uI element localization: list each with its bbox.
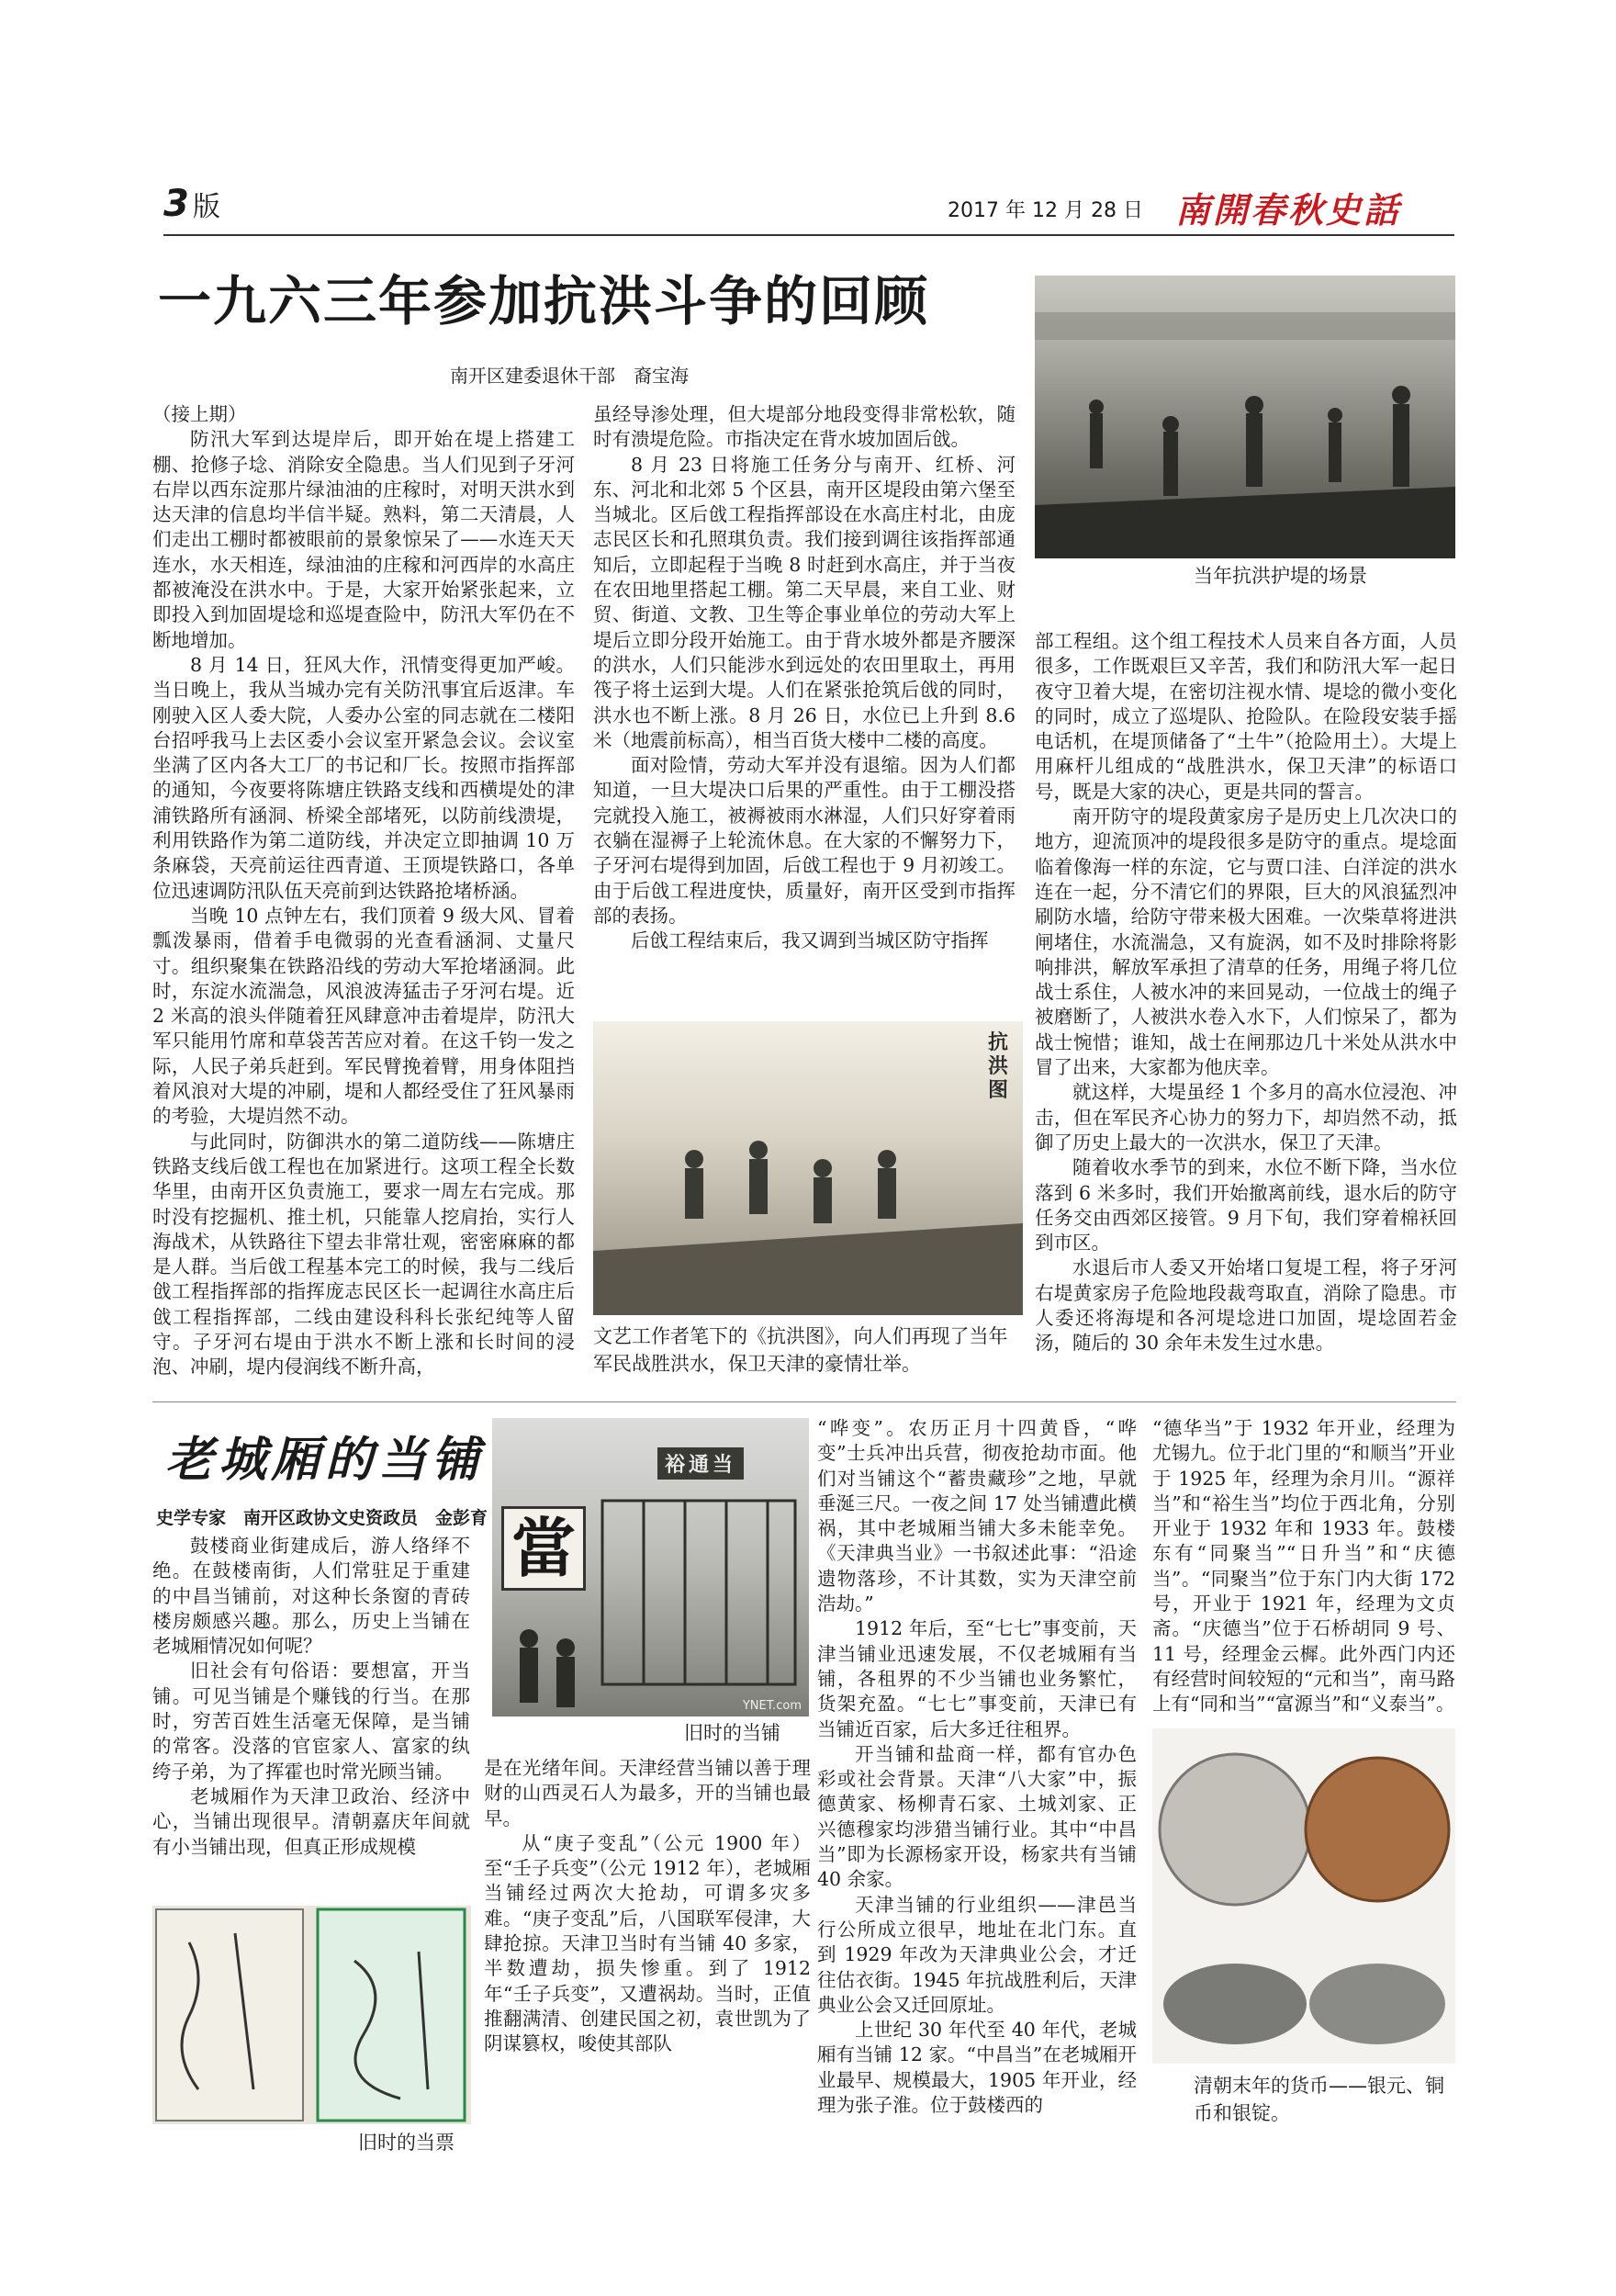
paragraph: 是在光绪年间。天津经营当铺以善于理财的山西灵石人为最多，开的当铺也最早。 [484,1757,811,1829]
paragraph: 水退后市人委又开始堵口复堤工程，将子牙河右堤黄家房子危险地段裁弯取直，消除了隐患。市人委还将海堤和各河堤埝进口加固，堤埝固若金汤，随后的 30 余年未发生过水患。 [1035,1256,1457,1355]
flood-painting-figures [593,1021,1023,1315]
page-number-digit: 3 [163,183,189,225]
section-divider [152,1401,1456,1402]
flood-scene-caption: 当年抗洪护堤的场景 [1194,565,1367,587]
paper-name: 南開春秋史話 [1175,189,1402,231]
paragraph: 南开防守的堤段黄家房子是历史上几次决口的地方，迎流顶冲的堤段很多是防守的重点。堤埝面临着像海一样的东淀，它与贾口洼、白洋淀的洪水连在一起，分不清它们的界限，巨大的风浪猛烈冲刷防水墙，给防守带来极大困难。一次柴草将进洪闸堵住，水流湍急，又有旋涡，如不及时排除将影响排洪，解放军承担了清草的任务，用绳子将几位战士系住，人被水冲的来回晃动，一位战士的绳子被磨断了，人被洪水卷入水下，人们惊呆了，都为战士惋惜；谁知，战士在闸那边几十米处从洪水中冒了出来，大家都为他庆幸。 [1035,805,1457,1079]
article2-col4 [1152,1416,1455,1717]
paragraph: 1912 年后，至“七七”事变前，天津当铺业迅速发展，不仅老城厢有当铺，各租界的不少当铺也业务繁忙，货架充盈。“七七”事变前，天津已有当铺近百家，后大多迁往租界。 [817,1617,1137,1740]
paragraph: 鼓楼商业街建成后，游人络绎不绝。在鼓楼南街，人们常驻足于重建的中昌当铺前，对这种长条窗的青砖楼房颇感兴趣。那么，历史上当铺在老城厢情况如何呢？ [152,1535,470,1658]
paragraph: “哗变”。农历正月十四黄昏，“哗变”士兵冲出兵营，彻夜抢劫市面。他们对当铺这个“蓄贵藏珍”之地，早就垂涎三尺。一夜之间 17 处当铺遭此横祸，其中老城厢当铺大多未能幸免。《天津典当业》一书叙述此事：“沿途遗物落珍，不计其数，实为天津空前浩劫。” [817,1417,1137,1615]
pawnshop-caption: 旧时的当铺 [684,1722,780,1744]
article2-col1 [152,1534,470,1860]
paragraph: 随着收水季节的到来，水位不断下降，当水位落到 6 米多时，我们开始撤离前线，退水后的防守任务交由西郊区接管。9 月下旬，我们穿着棉袄回到市区。 [1035,1156,1457,1255]
coins-drawing [1152,1728,1455,2064]
page-number [163,184,220,228]
masthead-rule [163,234,1454,236]
pawnshop-photo [492,1418,809,1716]
coins-caption: 清朝末年的货币——银元、铜币和银锭。 [1194,2075,1444,2124]
paragraph: 防汛大军到达堤岸后，即开始在堤上搭建工棚、抢修子埝、消除安全隐患。当人们见到子牙河右岸以西东淀那片绿油油的庄稼时，对明天洪水到达天津的信息均半信半疑。熟料，第二天清晨，人们走出工棚时都被眼前的景象惊呆了——水连天天连水，水天相连，绿油油的庄稼和河西岸的水高庄都被淹没在洪水中。于是，大家开始紧张起来，立即投入到加固堤埝和巡堤查险中，防汛大军仍在不断地增加。 [152,428,575,651]
paragraph: 后戗工程结束后，我又调到当城区防守指挥 [631,929,989,952]
paragraph: 天津当铺的行业组织——津邑当行公所成立很早，地址在北门东。直到 1929 年改为天津典业公会，才迁往估衣街。1945 年抗战胜利后，天津典业公会又迁回原址。 [817,1893,1137,2016]
issue-date: 2017 年 12 月 28 日 [948,199,1143,222]
article2-col3 [817,1416,1137,2118]
paragraph: 面对险情，劳动大军并没有退缩。因为人们都知道，一旦大堤决口后果的严重性。由于工棚没搭完就投入施工，被褥被雨水淋湿，人们只好穿着雨衣躺在湿褥子上轮流休息。在大家的不懈努力下，子牙河右堤得到加固，后戗工程也于 9 月初竣工。由于后戗工程进度快，质量好，南开区受到市指挥部的表扬。 [593,754,1016,927]
pawn-ticket-photo [152,1906,471,2124]
flood-scene-photo [1035,276,1455,558]
coins-photo [1152,1728,1455,2064]
pawnshop-sign: 裕通当 [657,1447,744,1480]
article2-byline: 史学专家 南开区政协文史资政员 金彭育 [156,1508,488,1528]
paragraph: 从“庚子变乱”（公元 1900 年）至“壬子兵变”（公元 1912 年），老城厢当铺经过两次大抢劫，可谓多灾多难。“庚子变乱”后，八国联军侵津，大肆抢掠。天津卫当时有当铺 40 多家，半数遭劫，损失惨重。到了 1912 年“壬子兵变”，又遭祸劫。当时，正值推翻满清、创建民国之初，袁世凯为了阴谋篡权，唆使其部队 [484,1831,811,2055]
article1-col3 [1035,629,1457,1356]
flood-painting [593,1021,1023,1315]
paragraph: 8 月 14 日，狂风大作，汛情变得更加严峻。当日晚上，我从当城办完有关防汛事宜后返津。车刚驶入区人委大院，人委办公室的同志就在二楼阳台招呼我马上去区委小会议室开紧急会议。会议室坐满了区内各大工厂的书记和厂长。按照市指挥部的通知，今夜要将陈塘庄铁路支线和西横堤处的津浦铁路所有涵洞、桥梁全部堵死，以防前线溃堤，利用铁路作为第二道防线，并决定立即抽调 10 万条麻袋，天亮前运往西青道、王顶堤铁路口，各单位迅速调防汛队伍天亮前到达铁路抢堵桥涵。 [152,653,575,902]
paragraph: 部工程组。这个组工程技术人员来自各方面，人员很多，工作既艰巨又辛苦，我们和防汛大军一起日夜守卫着大堤，在密切注视水情、堤埝的微小变化的同时，成立了巡堤队、抢险队。在险段安装手摇电话机，在堤顶储备了“土牛”（抢险用土）。大堤上用麻杆儿组成的“战胜洪水，保卫天津”的标语口号，既是大家的决心，更是共同的誓言。 [1035,630,1457,803]
continued-note: （接上期） [152,403,247,425]
article1-col2 [593,402,1016,954]
paragraph: “德华当”于 1932 年开业，经理为尤锡九。位于北门里的“和顺当”开业于 1925 年，经理为余月川。“源祥当”和“裕生当”均位于西北角，分别开业于 1932 年和 1933 年。鼓楼东有“同聚当”“日升当”和“庆德当”。“同聚当”位于东门内大街 172 号，开业于 1921 年，经理为文贞斋。“庆德当”位于石桥胡同 9 号、11 号，经理金云樨。此外西门内还有经营时间较短的“元和当”，南马路上有“同和当”“富源当”和“义泰当”。 [1152,1417,1455,1716]
paragraph: 老城厢作为天津卫政治、经济中心，当铺出现很早。清朝嘉庆年间就有小当铺出现，但真正形成规模 [152,1784,470,1858]
paragraph: 当晚 10 点钟左右，我们顶着 9 级大风、冒着瓢泼暴雨，借着手电微弱的光查看涵洞、丈量尺寸。组织聚集在铁路沿线的劳动大军抢堵涵洞。此时，东淀水流湍急，风浪波涛猛击子牙河右堤。近 2 米高的浪头伴随着狂风肆意冲击着堤岸，防汛大军只能用竹席和草袋苦苦应对着。在这千钧一发之际，人民子弟兵赶到。军民臂挽着臂，用身体阻挡着风浪对大堤的冲刷，堤和人都经受住了狂风暴雨的考验，大堤岿然不动。 [152,904,575,1128]
photo-watermark: YNET.com [742,1699,802,1713]
article1-byline: 南开区建委退休干部 裔宝海 [450,365,689,387]
flood-scene-figures [1035,276,1455,558]
paragraph: 旧社会有句俗语：要想富，开当铺。可见当铺是个赚钱的行当。在那时，穷苦百姓生活毫无保障，是当铺的常客。没落的官宦家人、富家的纨绔子弟，为了挥霍也时常光顾当铺。 [152,1660,470,1783]
pawnshop-character: 當 [501,1506,586,1591]
paragraph: 8 月 23 日将施工任务分与南开、红桥、河东、河北和北郊 5 个区县，南开区堤段由第六堡至当城北。区后戗工程指挥部设在水高庄村北，由庞志民区长和孔照琪负责。我们接到调往该指挥部通知后，立即起程于当晚 8 时赶到水高庄，并于当夜在农田地里搭起工棚。第二天早晨，来自工业、财贸、街道、文教、卫生等企事业单位的劳动大军上堤后立即分段开始施工。由于背水坡外都是齐腰深的洪水，人们只能涉水到远处的农田里取土，再用筏子将土运到大堤。人们在紧张抢筑后戗的同时，洪水也不断上涨。8 月 26 日，水位已上升到 8.6 米（地震前标高），相当百货大楼中二楼的高度。 [593,453,1016,751]
article1-col1 [152,402,575,1380]
article2-col2 [484,1756,811,2057]
paragraph: 上世纪 30 年代至 40 年代，老城厢有当铺 12 家。“中昌当”在老城厢开业最早、规模最大，1905 年开业，经理为张子淮。位于鼓楼西的 [817,2019,1137,2117]
paragraph: 开当铺和盐商一样，都有官办色彩或社会背景。天津“八大家”中，振德黄家、杨柳青石家、土城刘家、正兴德穆家均涉猎当铺行业。其中“中昌当”即为长源杨家开设，杨家共有当铺 40 余家。 [817,1742,1137,1891]
pawn-ticket-caption: 旧时的当票 [358,2132,454,2154]
article2-title: 老城厢的当铺 [165,1432,486,1488]
pawn-ticket-drawing [152,1906,471,2124]
painting-inscription: 抗洪图 [988,1030,1009,1102]
article1-title: 一九六三年参加抗洪斗争的回顾 [158,270,930,332]
page-number-suffix: 版 [192,191,220,223]
painting-caption: 文艺工作者笔下的《抗洪图》，向人们再现了当年军民战胜洪水，保卫天津的豪情壮举。 [593,1325,1008,1375]
paragraph: 就这样，大堤虽经 1 个多月的高水位浸泡、冲击，但在军民齐心协力的努力下，却岿然不动，抵御了历史上最大的一次洪水，保卫了天津。 [1035,1081,1457,1154]
pawnshop-building [492,1418,809,1716]
paragraph: 虽经导渗处理，但大堤部分地段变得非常松软，随时有溃堤危险。市指决定在背水坡加固后戗。 [593,403,1016,451]
paragraph: 与此同时，防御洪水的第二道防线——陈塘庄铁路支线后戗工程也在加紧进行。这项工程全长数华里，由南开区负责施工，要求一周左右完成。那时没有挖掘机、推土机，只能靠人挖肩抬，实行人海战术，从铁路往下望去非常壮观，密密麻麻的都是人群。当后戗工程基本完工的时候，我与二线后戗工程指挥部的指挥庞志民区长一起调往水高庄后戗工程指挥部，二线由建设科科长张纪纯等人留守。子牙河右堤由于洪水不断上涨和长时间的浸泡、冲刷，堤内侵润线不断升高， [152,1130,575,1379]
